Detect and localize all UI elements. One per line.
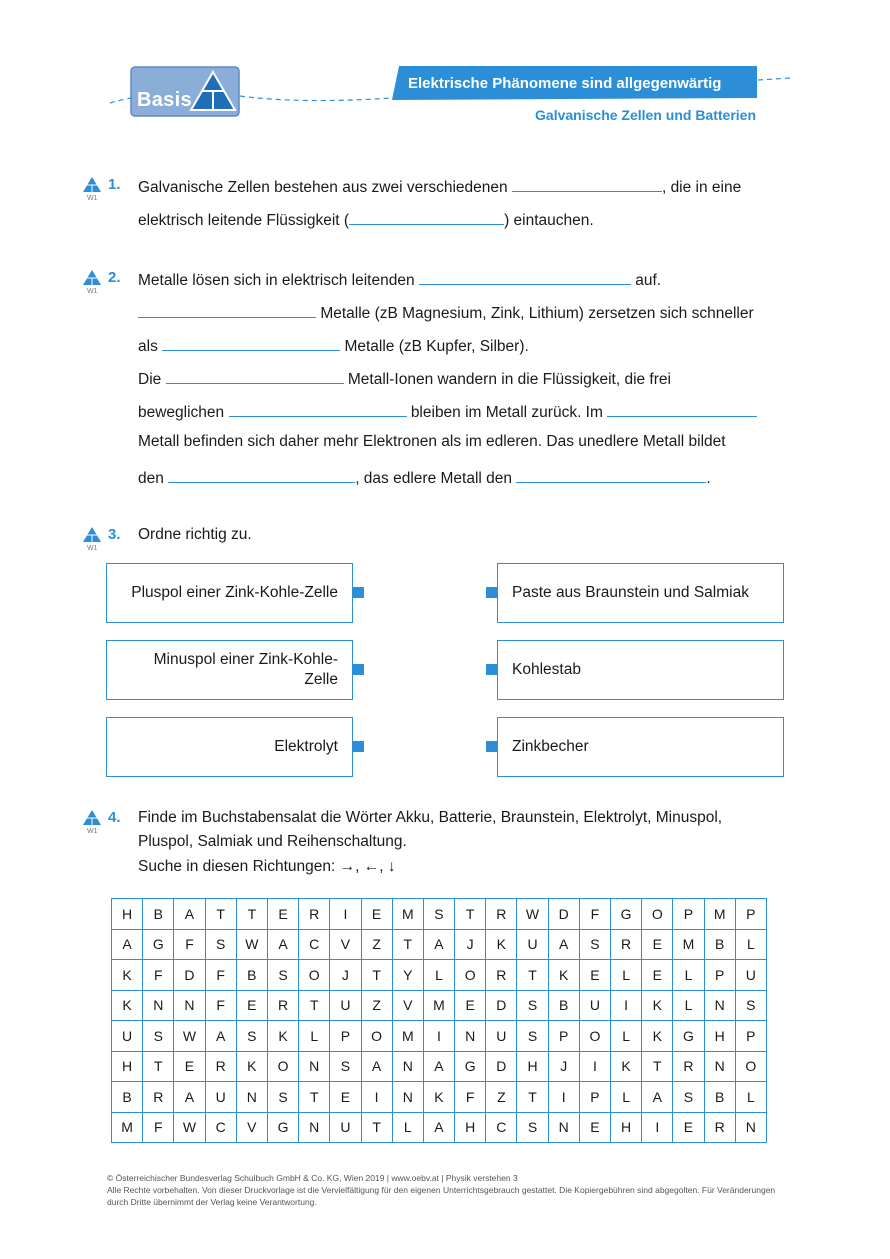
grid-cell[interactable]: R: [143, 1082, 174, 1113]
grid-cell[interactable]: G: [611, 899, 642, 930]
grid-cell[interactable]: W: [174, 1021, 205, 1052]
grid-cell[interactable]: C: [299, 929, 330, 960]
grid-cell[interactable]: L: [392, 1112, 423, 1143]
grid-row: [112, 1082, 767, 1113]
grid-cell[interactable]: K: [236, 1051, 267, 1082]
grid-cell[interactable]: T: [299, 1082, 330, 1113]
grid-cell[interactable]: E: [642, 960, 673, 991]
grid-cell[interactable]: K: [642, 1021, 673, 1052]
grid-cell[interactable]: M: [423, 990, 454, 1021]
grid-cell[interactable]: R: [299, 899, 330, 930]
grid-cell[interactable]: P: [735, 899, 766, 930]
grid-cell[interactable]: T: [236, 899, 267, 930]
ex2-line3: [138, 334, 529, 357]
grid-cell[interactable]: U: [330, 990, 361, 1021]
grid-cell[interactable]: I: [330, 899, 361, 930]
match-right-box[interactable]: [497, 640, 784, 700]
grid-cell[interactable]: U: [112, 1021, 143, 1052]
grid-cell[interactable]: A: [423, 929, 454, 960]
text: den: [138, 470, 164, 487]
page-subtitle: Galvanische Zellen und Batterien: [535, 107, 756, 123]
level-icon: [83, 175, 105, 205]
grid-cell[interactable]: S: [423, 899, 454, 930]
grid-row: [112, 990, 767, 1021]
grid-cell[interactable]: I: [423, 1021, 454, 1052]
grid-cell[interactable]: U: [735, 960, 766, 991]
grid-cell[interactable]: K: [112, 990, 143, 1021]
grid-cell[interactable]: K: [267, 1021, 298, 1052]
grid-cell[interactable]: K: [112, 960, 143, 991]
grid-cell[interactable]: E: [174, 1051, 205, 1082]
ex2-line2: [138, 301, 754, 324]
grid-cell[interactable]: D: [486, 990, 517, 1021]
answer-blank[interactable]: [229, 400, 407, 417]
grid-cell[interactable]: A: [112, 929, 143, 960]
footer-copyright: © Österreichischer Bundesverlag Schulbuch GmbH & Co. KG, Wien 2019 | www.oebv.at | Physik verstehen 3: [107, 1173, 518, 1183]
grid-cell[interactable]: T: [517, 1082, 548, 1113]
grid-cell[interactable]: W: [517, 899, 548, 930]
level-icon: [83, 525, 105, 555]
grid-cell[interactable]: A: [642, 1082, 673, 1113]
grid-cell[interactable]: L: [611, 1082, 642, 1113]
text: Metall-Ionen wandern in die Flüssigkeit, die frei: [347, 371, 671, 388]
match-label: Elektrolyt: [274, 738, 338, 755]
grid-cell[interactable]: F: [455, 1082, 486, 1113]
grid-cell[interactable]: S: [517, 1021, 548, 1052]
grid-cell[interactable]: K: [611, 1051, 642, 1082]
level-label: W1: [87, 288, 98, 295]
basis-badge-label: Basis: [137, 89, 192, 111]
grid-cell[interactable]: L: [611, 1021, 642, 1052]
grid-row: [112, 1112, 767, 1143]
grid-cell[interactable]: S: [267, 1082, 298, 1113]
grid-cell[interactable]: S: [330, 1051, 361, 1082]
grid-cell[interactable]: N: [548, 1112, 579, 1143]
grid-cell[interactable]: O: [735, 1051, 766, 1082]
grid-cell[interactable]: E: [673, 1112, 704, 1143]
grid-cell[interactable]: S: [673, 1082, 704, 1113]
grid-cell[interactable]: P: [330, 1021, 361, 1052]
grid-cell[interactable]: E: [236, 990, 267, 1021]
text: , die in eine: [661, 179, 742, 196]
text: Galvanische Zellen bestehen aus zwei verschiedenen: [138, 179, 508, 196]
grid-cell[interactable]: O: [642, 899, 673, 930]
grid-cell[interactable]: C: [205, 1112, 236, 1143]
footer: [107, 1172, 777, 1208]
ex4-line2: Pluspol, Salmiak und Reihenschaltung.: [138, 833, 407, 850]
footer-rights: Alle Rechte vorbehalten. Von dieser Druckvorlage ist die Vervielfältigung für den eigenen Unterrichtsgebrauch gestattet. Die Kopiergebühren sind abgegolten. Für Veränderungen durch Dritte übernimmt der Verlag keine Verantwortung.: [107, 1185, 776, 1207]
grid-cell[interactable]: Z: [486, 1082, 517, 1113]
match-label: Minuspol einer Zink-Kohle- Zelle: [153, 651, 338, 688]
grid-cell[interactable]: H: [455, 1112, 486, 1143]
grid-row: [112, 1051, 767, 1082]
grid-cell[interactable]: H: [112, 1051, 143, 1082]
text: beweglichen: [138, 404, 225, 421]
answer-blank[interactable]: [162, 334, 340, 351]
ex2-line6: Metall befinden sich daher mehr Elektronen als im edleren. Das unedlere Metall bildet: [138, 433, 726, 450]
grid-cell[interactable]: N: [392, 1082, 423, 1113]
grid-cell[interactable]: U: [330, 1112, 361, 1143]
grid-cell[interactable]: P: [735, 1021, 766, 1052]
grid-cell[interactable]: T: [392, 929, 423, 960]
grid-cell[interactable]: L: [423, 960, 454, 991]
grid-cell[interactable]: E: [267, 899, 298, 930]
grid-cell[interactable]: F: [174, 929, 205, 960]
grid-cell[interactable]: R: [486, 960, 517, 991]
grid-cell[interactable]: Y: [392, 960, 423, 991]
grid-cell[interactable]: O: [299, 960, 330, 991]
grid-cell[interactable]: N: [143, 990, 174, 1021]
grid-cell[interactable]: L: [611, 960, 642, 991]
grid-cell[interactable]: N: [735, 1112, 766, 1143]
grid-cell[interactable]: V: [392, 990, 423, 1021]
grid-cell[interactable]: P: [548, 1021, 579, 1052]
grid-cell[interactable]: Z: [361, 929, 392, 960]
text: .: [706, 470, 711, 487]
banner-title: Elektrische Phänomene sind allgegenwärtig: [408, 75, 722, 92]
ex2-line1: [138, 268, 661, 291]
text: als: [138, 338, 158, 355]
grid-cell[interactable]: T: [299, 990, 330, 1021]
grid-cell[interactable]: K: [548, 960, 579, 991]
grid-cell[interactable]: E: [579, 960, 610, 991]
grid-cell[interactable]: T: [517, 960, 548, 991]
text: Metalle (zB Magnesium, Zink, Lithium) zersetzen sich schneller: [320, 305, 754, 322]
grid-cell[interactable]: N: [704, 990, 735, 1021]
text: Die: [138, 371, 162, 388]
grid-cell[interactable]: W: [174, 1112, 205, 1143]
grid-cell[interactable]: G: [455, 1051, 486, 1082]
grid-cell[interactable]: H: [517, 1051, 548, 1082]
grid-cell[interactable]: B: [548, 990, 579, 1021]
grid-cell[interactable]: U: [579, 990, 610, 1021]
grid-cell[interactable]: L: [299, 1021, 330, 1052]
match-connector[interactable]: [486, 664, 497, 675]
grid-cell[interactable]: J: [330, 960, 361, 991]
grid-cell[interactable]: N: [174, 990, 205, 1021]
answer-blank[interactable]: [512, 175, 662, 192]
grid-cell[interactable]: N: [236, 1082, 267, 1113]
match-connector[interactable]: [486, 587, 497, 598]
level-icon: [83, 268, 105, 298]
grid-cell[interactable]: P: [704, 960, 735, 991]
match-right-box[interactable]: [497, 563, 784, 623]
ex4-line1: Finde im Buchstabensalat die Wörter Akku, Batterie, Braunstein, Elektrolyt, Minuspol,: [138, 809, 723, 826]
grid-cell[interactable]: T: [205, 899, 236, 930]
grid-cell[interactable]: O: [267, 1051, 298, 1082]
grid-cell[interactable]: I: [611, 990, 642, 1021]
level-label: W1: [87, 195, 98, 202]
answer-blank[interactable]: [138, 301, 316, 318]
grid-cell[interactable]: F: [205, 960, 236, 991]
grid-cell[interactable]: W: [236, 929, 267, 960]
grid-cell[interactable]: I: [548, 1082, 579, 1113]
match-label: Zinkbecher: [512, 738, 589, 755]
grid-cell[interactable]: G: [673, 1021, 704, 1052]
grid-cell[interactable]: N: [455, 1021, 486, 1052]
pyramid-icon: [83, 268, 105, 288]
grid-cell[interactable]: F: [205, 990, 236, 1021]
grid-cell[interactable]: S: [517, 990, 548, 1021]
grid-cell[interactable]: H: [112, 899, 143, 930]
exercise-number: 3.: [108, 526, 121, 543]
grid-cell[interactable]: A: [174, 899, 205, 930]
ex4-line3: Suche in diesen Richtungen: →, ←, ↓: [138, 858, 396, 875]
grid-cell[interactable]: A: [361, 1051, 392, 1082]
grid-cell[interactable]: B: [704, 929, 735, 960]
grid-row: [112, 960, 767, 991]
grid-cell[interactable]: S: [205, 929, 236, 960]
grid-cell[interactable]: B: [112, 1082, 143, 1113]
grid-cell[interactable]: U: [517, 929, 548, 960]
grid-cell[interactable]: R: [704, 1112, 735, 1143]
grid-cell[interactable]: D: [174, 960, 205, 991]
exercise-number: 1.: [108, 176, 121, 193]
grid-cell[interactable]: D: [548, 899, 579, 930]
grid-cell[interactable]: B: [143, 899, 174, 930]
grid-cell[interactable]: N: [392, 1051, 423, 1082]
grid-cell[interactable]: S: [236, 1021, 267, 1052]
grid-cell[interactable]: V: [236, 1112, 267, 1143]
grid-cell[interactable]: N: [704, 1051, 735, 1082]
grid-cell[interactable]: A: [267, 929, 298, 960]
match-connector[interactable]: [353, 741, 364, 752]
grid-cell[interactable]: R: [205, 1051, 236, 1082]
grid-cell[interactable]: N: [299, 1112, 330, 1143]
grid-cell[interactable]: A: [205, 1021, 236, 1052]
grid-cell[interactable]: D: [486, 1051, 517, 1082]
grid-cell[interactable]: M: [704, 899, 735, 930]
grid-cell[interactable]: L: [673, 990, 704, 1021]
grid-cell[interactable]: L: [673, 960, 704, 991]
grid-cell[interactable]: N: [299, 1051, 330, 1082]
grid-cell[interactable]: R: [611, 929, 642, 960]
grid-cell[interactable]: T: [361, 960, 392, 991]
grid-cell[interactable]: I: [579, 1051, 610, 1082]
level-label: W1: [87, 828, 98, 835]
grid-cell[interactable]: S: [267, 960, 298, 991]
match-left-box[interactable]: [106, 563, 353, 623]
grid-cell[interactable]: I: [642, 1112, 673, 1143]
text: ) eintauchen.: [504, 212, 594, 229]
ex2-line7: [138, 466, 711, 489]
match-left-box[interactable]: [106, 717, 353, 777]
grid-cell[interactable]: B: [236, 960, 267, 991]
ex2-line5: [138, 400, 757, 423]
pyramid-icon: [83, 175, 105, 195]
match-left-box[interactable]: [106, 640, 353, 700]
grid-row: [112, 929, 767, 960]
grid-cell[interactable]: S: [143, 1021, 174, 1052]
match-label: Kohlestab: [512, 661, 581, 678]
grid-cell[interactable]: M: [392, 899, 423, 930]
grid-cell[interactable]: F: [143, 960, 174, 991]
grid-cell[interactable]: A: [423, 1112, 454, 1143]
exercise-number: 2.: [108, 269, 121, 286]
grid-cell[interactable]: K: [642, 990, 673, 1021]
grid-cell[interactable]: O: [579, 1021, 610, 1052]
answer-blank[interactable]: [607, 400, 757, 417]
grid-cell[interactable]: U: [205, 1082, 236, 1113]
ex3-instruction: Ordne richtig zu.: [138, 526, 252, 543]
grid-cell[interactable]: I: [361, 1082, 392, 1113]
answer-blank[interactable]: [349, 208, 504, 225]
match-label: Paste aus Braunstein und Salmiak: [512, 584, 749, 601]
grid-cell[interactable]: A: [548, 929, 579, 960]
grid-cell[interactable]: L: [735, 1082, 766, 1113]
grid-cell[interactable]: T: [361, 1112, 392, 1143]
grid-cell[interactable]: S: [517, 1112, 548, 1143]
grid-cell[interactable]: S: [735, 990, 766, 1021]
grid-cell[interactable]: T: [455, 899, 486, 930]
pyramid-icon: [83, 808, 105, 828]
grid-row: [112, 1021, 767, 1052]
text: elektrisch leitende Flüssigkeit (: [138, 212, 350, 229]
grid-cell[interactable]: P: [673, 899, 704, 930]
answer-blank[interactable]: [166, 367, 344, 384]
grid-cell[interactable]: E: [579, 1112, 610, 1143]
grid-cell[interactable]: T: [642, 1051, 673, 1082]
grid-cell[interactable]: R: [486, 899, 517, 930]
text: , das edlere Metall den: [355, 470, 513, 487]
grid-cell[interactable]: T: [143, 1051, 174, 1082]
grid-cell[interactable]: P: [579, 1082, 610, 1113]
answer-blank[interactable]: [419, 268, 631, 285]
answer-blank[interactable]: [516, 466, 706, 483]
answer-blank[interactable]: [168, 466, 355, 483]
ex1-line2: [138, 208, 594, 231]
grid-cell[interactable]: F: [579, 899, 610, 930]
grid-cell[interactable]: K: [486, 929, 517, 960]
grid-cell[interactable]: O: [455, 960, 486, 991]
grid-cell[interactable]: U: [486, 1021, 517, 1052]
match-connector[interactable]: [353, 587, 364, 598]
grid-cell[interactable]: K: [423, 1082, 454, 1113]
match-right-box[interactable]: [497, 717, 784, 777]
exercise-number: 4.: [108, 809, 121, 826]
grid-cell[interactable]: M: [673, 929, 704, 960]
grid-cell[interactable]: G: [267, 1112, 298, 1143]
grid-cell[interactable]: A: [423, 1051, 454, 1082]
grid-cell[interactable]: A: [174, 1082, 205, 1113]
grid-cell[interactable]: O: [361, 1021, 392, 1052]
grid-cell[interactable]: L: [735, 929, 766, 960]
grid-cell[interactable]: J: [548, 1051, 579, 1082]
match-connector[interactable]: [486, 741, 497, 752]
grid-cell[interactable]: M: [112, 1112, 143, 1143]
grid-cell[interactable]: E: [330, 1082, 361, 1113]
pyramid-icon: [83, 525, 105, 545]
grid-cell[interactable]: Z: [361, 990, 392, 1021]
grid-cell[interactable]: B: [704, 1082, 735, 1113]
level-label: W1: [87, 545, 98, 552]
grid-cell[interactable]: F: [143, 1112, 174, 1143]
grid-cell[interactable]: M: [392, 1021, 423, 1052]
text: Metalle (zB Kupfer, Silber).: [344, 338, 529, 355]
grid-cell[interactable]: E: [642, 929, 673, 960]
match-label: Pluspol einer Zink-Kohle-Zelle: [131, 584, 338, 601]
grid-cell[interactable]: G: [143, 929, 174, 960]
grid-cell[interactable]: C: [486, 1112, 517, 1143]
grid-cell[interactable]: S: [579, 929, 610, 960]
grid-cell[interactable]: E: [455, 990, 486, 1021]
grid-cell[interactable]: E: [361, 899, 392, 930]
text: auf.: [635, 272, 662, 289]
grid-cell[interactable]: J: [455, 929, 486, 960]
grid-cell[interactable]: V: [330, 929, 361, 960]
level-icon: [83, 808, 105, 838]
grid-cell[interactable]: R: [673, 1051, 704, 1082]
header-graphic: [0, 0, 890, 140]
grid-row: [112, 899, 767, 930]
ex1-line1: [138, 175, 741, 198]
grid-cell[interactable]: H: [611, 1112, 642, 1143]
grid-cell[interactable]: H: [704, 1021, 735, 1052]
word-search-grid: [111, 898, 767, 1143]
grid-cell[interactable]: R: [267, 990, 298, 1021]
text: bleiben im Metall zurück. Im: [410, 404, 603, 421]
ex2-line4: [138, 367, 671, 390]
match-connector[interactable]: [353, 664, 364, 675]
text: Metalle lösen sich in elektrisch leitenden: [138, 272, 415, 289]
